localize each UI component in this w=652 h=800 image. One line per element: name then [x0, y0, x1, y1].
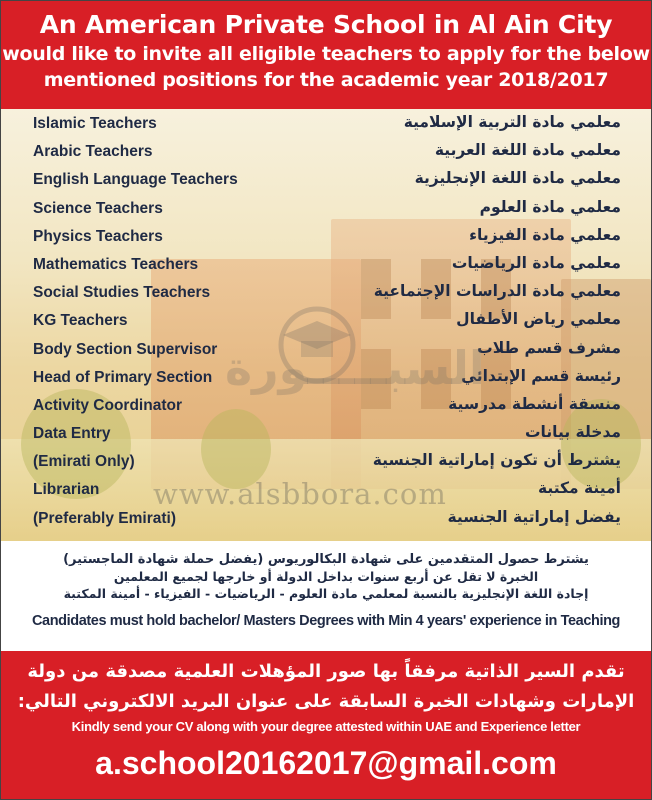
header-banner [1, 1, 651, 109]
requirement-arabic-2: الخبرة لا تقل عن أربع سنوات بداخل الدولة أو خارجها لجميع المعلمين [113, 569, 539, 584]
position-arabic: معلمي مادة الفيزياء [469, 225, 621, 244]
footer-arabic-1: تقدم السير الذاتية مرفقاً بها صور المؤهلات العلمية مصدقة من دولة [27, 661, 625, 682]
contact-email: a.school20162017@gmail.com [95, 745, 557, 781]
position-english: (Preferably Emirati) [33, 509, 176, 527]
position-english: Arabic Teachers [33, 143, 153, 161]
position-english: Physics Teachers [33, 227, 163, 245]
position-english: Islamic Teachers [33, 115, 157, 132]
position-english: Social Studies Teachers [33, 284, 211, 302]
requirements-section [1, 541, 651, 651]
position-english: Activity Coordinator [33, 396, 182, 414]
position-arabic: منسقة أنشطة مدرسية [448, 394, 621, 413]
position-english: Head of Primary Section [33, 368, 213, 386]
position-row [1, 252, 651, 280]
position-row [1, 421, 651, 449]
position-arabic: معلمي مادة العلوم [479, 197, 621, 216]
requirement-arabic-3: إجادة اللغة الإنجليزية بالنسبة لمعلمي مادة العلوم - الرياضيات - الفيزياء - أمينة المكتبة [63, 586, 589, 601]
requirement-arabic-1: يشترط حصول المتقدمين على شهادة البكالوريوس (يفضل حملة شهادة الماجستير) [63, 552, 589, 567]
position-row [1, 224, 651, 252]
position-arabic: يشترط أن تكون إماراتية الجنسية [372, 451, 621, 470]
header-subtitle-line2: mentioned positions for the academic year 2018/2017 [43, 69, 609, 91]
position-arabic: معلمي مادة اللغة الإنجليزية [414, 169, 621, 188]
position-arabic: مدخلة بيانات [524, 423, 621, 442]
requirement-english: Candidates must hold bachelor/ Masters Degrees with Min 4 years' experience in Teaching [31, 613, 621, 629]
watermark-arabic: السبـــــورة [225, 341, 485, 395]
footer-banner [1, 651, 651, 799]
watermark-url: www.alsbbora.com [153, 477, 447, 511]
position-row [1, 139, 651, 167]
position-arabic: أمينة مكتبة [537, 479, 621, 498]
position-arabic: مشرف قسم طلاب [477, 338, 621, 357]
position-english: KG Teachers [33, 312, 128, 330]
position-english: Science Teachers [33, 199, 163, 217]
position-row [1, 167, 651, 195]
position-row [1, 196, 651, 224]
header-subtitle-line1: would like to invite all eligible teachers to apply for the below [2, 43, 650, 65]
position-arabic: معلمي رياض الأطفال [456, 310, 621, 329]
position-english: English Language Teachers [33, 171, 238, 189]
footer-arabic-2: الإمارات وشهادات الخبرة السابقة على عنوان البريد الالكتروني التالي: [17, 691, 635, 712]
position-english: Mathematics Teachers [33, 255, 199, 273]
position-english: Body Section Supervisor [33, 340, 218, 358]
position-arabic: يفضل إماراتية الجنسية [447, 507, 621, 526]
position-row [1, 393, 651, 421]
position-arabic: رئيسة قسم الإبتدائي [461, 366, 621, 385]
position-english: Librarian [33, 481, 100, 499]
position-arabic: معلمي مادة الدراسات الإجتماعية [373, 282, 621, 301]
position-arabic: معلمي مادة اللغة العربية [434, 141, 621, 160]
position-arabic: معلمي مادة الرياضيات [451, 253, 621, 272]
position-row [1, 449, 651, 477]
footer-english: Kindly send your CV along with your degree attested within UAE and Experience letter [71, 719, 581, 734]
position-english: (Emirati Only) [33, 453, 135, 471]
position-english: Data Entry [33, 425, 111, 443]
header-title: An American Private School in Al Ain City [39, 10, 613, 39]
position-arabic: معلمي مادة التربية الإسلامية [403, 113, 621, 131]
position-row [1, 111, 651, 139]
